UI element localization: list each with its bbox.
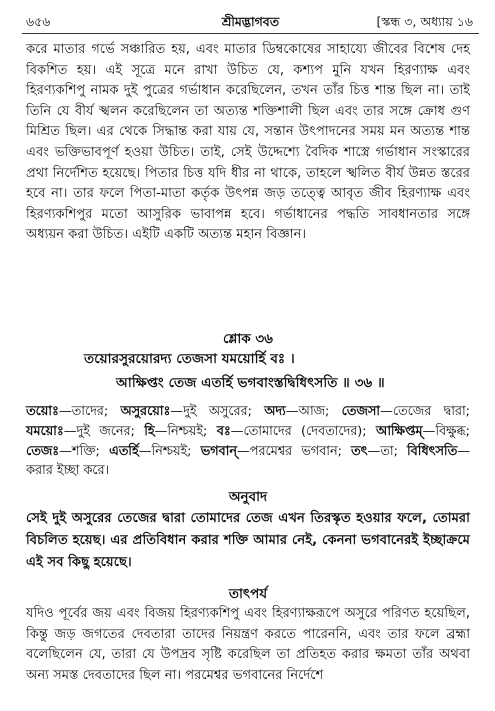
synonym-term: হি [144, 423, 155, 439]
synonym-separator: — [367, 443, 381, 459]
shloka-heading: শ্লোক ৩৬ [223, 331, 273, 347]
synonym-meaning: পরমেশ্বর ভগবান; [249, 443, 352, 459]
section-reference: [স্কন্ধ ৩, অধ্যায় ১৬ [376, 14, 473, 29]
synonym-meaning: নিশ্চয়ই; [167, 423, 217, 439]
synonym-term: তেজঃ [26, 443, 60, 459]
purport-text: যদিও পূর্বের জয় এবং বিজয় হিরণ্যকশিপু এবং হিরণ্যাক্ষরূপে অসুরে পরিণত হয়েছিল, কিন্তু জড় জগতের দেবতারা তাদের নিয়ন্ত্রণ করতে পারেননি, এবং তার ফলে ব্রহ্মা বলেছিলেন যে, তারা যে উপদ্রব সৃষ্টি করেছিল তা প্রতিহত করার ক্ষমতা তাঁর অথবা অন্য সমস্ত দেবতাদের ছিল না। পরমেশ্বর ভগবানের নির্দেশে [26, 606, 470, 683]
synonym-term: এতর্হি [108, 443, 139, 459]
synonym-separator: — [230, 423, 244, 439]
synonym-term: তয়োঃ [26, 404, 59, 419]
synonym-term: ভগবান্ [200, 443, 237, 459]
synonym-separator: — [58, 404, 72, 419]
verse-line-1: তয়োরসুরয়োরদ্য তেজসা যময়োর্হি বঃ । [84, 351, 295, 367]
synonym-separator: — [422, 423, 436, 439]
synonym-meaning: তাদের; [71, 404, 121, 419]
synonym-separator: — [154, 423, 168, 439]
synonym-term: বিধিৎসতি [407, 443, 458, 459]
synonym-meaning: নিশ্চয়ই; [151, 443, 201, 459]
translation-text: সেই দুই অসুরের তেজের দ্বারা তোমাদের তেজ এখন তিরস্কৃত হওয়ার ফলে, তোমরা বিচলিত হয়েছ। এর প্রতিবিধান করার শক্তি আমার নেই, কেননা ভগবানেরই ইচ্ছাক্রমে এই সব কিছু হয়েছে। [26, 511, 470, 570]
verse-block [26, 348, 470, 396]
synonym-separator: — [380, 404, 393, 419]
synonyms-paragraph [26, 402, 470, 481]
synonym-separator: — [457, 443, 470, 459]
synonym-separator: — [236, 443, 250, 459]
synonym-meaning: দুই জনের; [76, 423, 145, 439]
synonym-meaning: করার ইচ্ছা করে। [26, 463, 110, 479]
synonym-separator: — [59, 443, 72, 459]
synonym-separator: — [170, 404, 184, 419]
synonym-term: অসুরয়োঃ [120, 404, 171, 419]
synonym-meaning: তোমাদের (দেবতাদের); [243, 423, 376, 439]
synonym-term: তেজসা [341, 404, 381, 419]
page-header [22, 12, 479, 32]
synonym-separator: — [285, 404, 299, 419]
translation-heading: অনুবাদ [228, 489, 268, 505]
book-title: শ্রীমদ্ভাগবত [221, 14, 280, 29]
synonym-separator: — [138, 443, 152, 459]
synonym-meaning: দুই অসুরের; [183, 404, 265, 419]
synonym-meaning: শক্তি; [71, 443, 109, 459]
synonym-term: বঃ [216, 423, 231, 439]
synonym-term: তৎ [351, 443, 368, 459]
header-rule [22, 33, 479, 34]
synonym-term: যময়োঃ [26, 423, 64, 439]
synonym-meaning: আজ; [298, 404, 342, 419]
purport-heading: তাৎপর্য [228, 586, 268, 602]
body-paragraph: করে মাতার গর্ভে সঞ্চারিত হয়, এবং মাতার ডিম্বকোষের সাহায্যে জীবের বিশেষ দেহ বিকশিত হয়। এই সূত্রে মনে রাখা উচিত যে, কশ্যপ মুনি যখন হিরণ্যাক্ষ এবং হিরণ্যকশিপু নামক দুই পুত্রের গর্ভাধান করেছিলেন, তখন তাঁর চিত্ত শান্ত ছিল না। তাই তিনি যে বীর্য স্খলন করেছিলেন তা অত্যন্ত শক্তিশালী ছিল এবং তার সঙ্গে ক্রোধ গুণ মিশ্রিত ছিল। এর থেকে সিদ্ধান্ত করা যায় যে, সন্তান উৎপাদনের সময় মন অত্যন্ত শান্ত এবং ভক্তিভাবপূর্ণ হওয়া উচিত। তাই, সেই উদ্দেশ্যে বৈদিক শাস্ত্রে গর্ভাধান সংস্কারের প্রথা নির্দেশিত হয়েছে। পিতার চিত্ত যদি ধীর না থাকে, তাহলে স্খলিত বীর্য উন্নত স্তরের হবে না। তার ফলে পিতা-মাতা কর্তৃক উৎপন্ন জড় তত্ত্বে আবৃত জীব হিরণ্যাক্ষ এবং হিরণ্যকশিপুর মতো আসুরিক ভাবাপন্ন হবে। গর্ভাধানের পদ্ধতি সাবধানতার সঙ্গে অধ্যয়ন করা উচিত। এইটি একটি অত্যন্ত মহান বিজ্ঞান। [26, 42, 470, 243]
synonym-meaning: তেজের দ্বারা; [392, 404, 470, 419]
page-number: ৬৫৬ [26, 14, 51, 29]
synonym-term: আক্ষিপ্তম্ [375, 423, 423, 439]
synonym-separator: — [63, 423, 77, 439]
synonym-term: অদ্য [264, 404, 286, 419]
verse-line-2: আক্ষিপ্তং তেজ এতর্হি ভগবাংস্তদ্বিধিৎসতি ॥ ৩৬ ॥ [116, 375, 385, 391]
synonym-meaning: বিক্ষুব্ধ; [435, 423, 470, 439]
synonym-meaning: তা; [380, 443, 408, 459]
